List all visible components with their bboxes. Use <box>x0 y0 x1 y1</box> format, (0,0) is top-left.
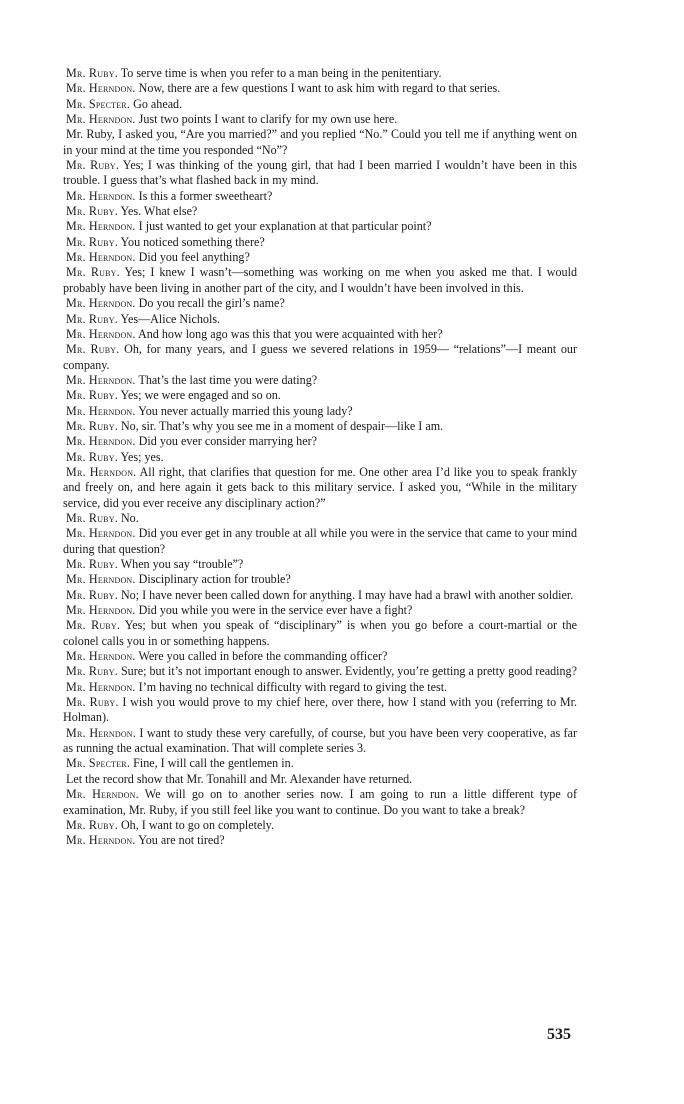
speaker-name: Mr. Ruby. <box>66 817 118 832</box>
transcript-paragraph <box>63 219 577 234</box>
speech-text: I just wanted to get your explanation at that particular point? <box>135 219 432 234</box>
speech-text: We will go on to another series now. I am going to run a little different type of examination, Mr. Ruby, if you still feel like you want to continue. Do you want to take a break? <box>63 787 577 817</box>
speech-text: Did you while you were in the service ever have a fight? <box>135 603 413 618</box>
transcript-paragraph <box>63 664 577 679</box>
speech-text: That’s the last time you were dating? <box>135 372 318 387</box>
speaker-name: Mr. Ruby. <box>66 66 118 80</box>
transcript-paragraph <box>63 235 577 250</box>
speaker-name: Mr. Ruby. <box>66 557 118 571</box>
transcript-paragraph <box>63 756 577 771</box>
speech-text: To serve time is when you refer to a man being in the penitentiary. <box>117 66 442 80</box>
transcript-paragraph <box>63 618 577 649</box>
transcript-paragraph <box>63 434 577 449</box>
speech-text: Oh, I want to go on completely. <box>117 817 274 832</box>
speaker-name: Mr. Herndon. <box>66 219 136 234</box>
speaker-name: Mr. Ruby. <box>66 695 119 710</box>
transcript-paragraph <box>63 772 577 787</box>
speaker-name: Mr. Herndon. <box>66 296 136 311</box>
speech-text: Now, there are a few questions I want to ask him with regard to that series. <box>135 81 501 96</box>
speaker-name: Mr. Herndon. <box>66 188 136 203</box>
speaker-name: Mr. Herndon. <box>66 250 136 265</box>
speech-text: And how long ago was this that you were acquainted with her? <box>135 326 443 341</box>
speech-text: Yes; but when you speak of “disciplinary” is when you go before a court-martial or the colonel calls you in or something happens. <box>63 618 578 648</box>
transcript-paragraph <box>63 465 577 511</box>
transcript-paragraph <box>63 695 577 726</box>
speech-text: Did you ever get in any trouble at all while you were in the service that came to your mind during that question? <box>63 526 577 556</box>
speech-text: Is this a former sweetheart? <box>135 188 273 203</box>
transcript-paragraph <box>63 833 577 848</box>
speech-text: You never actually married this young lady? <box>135 403 353 418</box>
speech-text: You noticed something there? <box>117 234 265 249</box>
transcript-paragraph <box>63 204 577 219</box>
speech-text: Oh, for many years, and I guess we severed relations in 1959— “relations”—I meant our company. <box>63 342 577 372</box>
speech-text: No, sir. That’s why you see me in a moment of despair—like I am. <box>117 418 444 433</box>
transcript-paragraph <box>63 296 577 311</box>
page-number: 535 <box>547 1026 571 1043</box>
transcript-paragraph <box>63 818 577 833</box>
transcript-paragraph <box>63 250 577 265</box>
speaker-name: Mr. Ruby. <box>66 388 118 403</box>
transcript-paragraph <box>63 649 577 664</box>
transcript-paragraph <box>63 66 577 81</box>
speech-text: When you say “trouble”? <box>117 557 244 571</box>
speech-text: All right, that clarifies that question for me. One other area I’d like you to speak frankly and freely on, and here again it gets back to this military service. I asked you, “While in the military service, did you ever receive any disciplinary action?” <box>63 464 577 510</box>
speaker-name: Mr. Ruby. <box>66 158 120 173</box>
transcript-paragraph <box>63 342 577 373</box>
transcript-paragraph <box>63 158 577 189</box>
speaker-name: Mr. Ruby. <box>66 510 118 525</box>
transcript-paragraph <box>63 327 577 342</box>
speaker-name: Mr. Ruby. <box>66 664 118 679</box>
speaker-name: Mr. Ruby. <box>66 587 118 602</box>
speech-text: No. <box>117 510 139 525</box>
speech-text: Yes; I was thinking of the young girl, that had I been married I wouldn’t have been in this trouble. I guess that’s what flashed back in my mind. <box>63 158 578 188</box>
transcript-paragraph <box>63 680 577 695</box>
transcript-paragraph <box>63 419 577 434</box>
speaker-name: Mr. Ruby. <box>66 204 118 219</box>
speaker-name: Mr. Herndon. <box>66 649 136 664</box>
speech-text: Do you recall the girl’s name? <box>135 296 285 311</box>
speech-text: Sure; but it’s not important enough to answer. Evidently, you’re getting a pretty good reading? <box>117 664 577 679</box>
transcript-paragraph <box>63 511 577 526</box>
speaker-name: Mr. Herndon. <box>66 787 139 802</box>
transcript-paragraph <box>63 265 577 296</box>
speaker-name: Mr. Ruby. <box>66 234 118 249</box>
speech-text: Did you feel anything? <box>135 250 250 265</box>
speaker-name: Mr. Herndon. <box>66 326 136 341</box>
speaker-name: Mr. Ruby. <box>66 618 121 633</box>
transcript-paragraph <box>63 97 577 112</box>
speech-text: I wish you would prove to my chief here, over there, how I stand with you (referring to Mr. Holman). <box>63 695 577 725</box>
transcript-paragraph <box>63 373 577 388</box>
speaker-name: Mr. Ruby. <box>66 342 120 357</box>
speaker-name: Mr. Herndon. <box>66 434 136 449</box>
speech-text: Yes; I knew I wasn’t—something was working on me when you asked me that. I would probably have been living in another part of the city, and I wouldn’t have been involved in this. <box>63 265 577 295</box>
speech-text: I want to study these very carefully, of course, but you have been very cooperative, as far as running the actual examination. That will complete series 3. <box>63 725 577 756</box>
speaker-name: Mr. Ruby. <box>66 418 118 433</box>
speaker-name: Mr. Herndon. <box>66 603 136 618</box>
transcript-paragraph <box>63 112 577 127</box>
transcript-paragraph <box>63 189 577 204</box>
transcript-paragraph <box>63 81 577 96</box>
speech-text: Go ahead. <box>130 96 183 111</box>
speech-text: Yes. What else? <box>117 204 198 219</box>
speech-text: You are not tired? <box>135 833 225 848</box>
speech-text: No; I have never been called down for anything. I may have had a brawl with another soldier. <box>117 587 574 602</box>
speech-text: Mr. Ruby, I asked you, “Are you married?” and you replied “No.” Could you tell me if anything went on in your mind at the time you responded “No”? <box>63 127 577 157</box>
transcript-paragraph <box>63 526 577 557</box>
speaker-name: Mr. Herndon. <box>66 372 136 387</box>
speech-text: Yes; yes. <box>117 449 164 464</box>
speech-text: Let the record show that Mr. Tonahill and Mr. Alexander have returned. <box>66 771 413 786</box>
speaker-name: Mr. Specter. <box>66 756 131 771</box>
speech-text: Disciplinary action for trouble? <box>135 572 291 587</box>
speaker-name: Mr. Herndon. <box>66 464 137 479</box>
speech-text: Fine, I will call the gentlemen in. <box>130 756 294 771</box>
transcript-paragraph <box>63 404 577 419</box>
speaker-name: Mr. Herndon. <box>66 526 136 541</box>
transcript-paragraph <box>63 557 577 572</box>
speech-text: Did you ever consider marrying her? <box>135 434 317 449</box>
speaker-name: Mr. Herndon. <box>66 572 136 587</box>
speaker-name: Mr. Specter. <box>66 96 131 111</box>
speaker-name: Mr. Herndon. <box>66 403 136 418</box>
transcript-paragraph <box>63 312 577 327</box>
speaker-name: Mr. Ruby. <box>66 311 118 326</box>
speech-text: Just two points I want to clarify for my own use here. <box>135 112 398 127</box>
transcript-paragraph <box>63 127 577 158</box>
transcript-paragraph <box>63 787 577 818</box>
transcript-paragraph <box>63 588 577 603</box>
transcript-paragraph <box>63 726 577 757</box>
speaker-name: Mr. Herndon. <box>66 725 137 740</box>
transcript-paragraph <box>63 450 577 465</box>
speech-text: Yes—Alice Nichols. <box>117 311 221 326</box>
transcript-paragraph <box>63 603 577 618</box>
speaker-name: Mr. Herndon. <box>66 679 136 694</box>
speaker-name: Mr. Ruby. <box>66 265 120 280</box>
speaker-name: Mr. Herndon. <box>66 833 136 848</box>
transcript-paragraph <box>63 388 577 403</box>
transcript-paragraph <box>63 572 577 587</box>
speaker-name: Mr. Ruby. <box>66 449 118 464</box>
speech-text: Were you called in before the commanding officer? <box>135 649 388 664</box>
speech-text: Yes; we were engaged and so on. <box>117 388 281 403</box>
speaker-name: Mr. Herndon. <box>66 112 136 127</box>
speech-text: I’m having no technical difficulty with regard to giving the test. <box>135 679 448 694</box>
speaker-name: Mr. Herndon. <box>66 81 136 96</box>
transcript-body <box>63 66 577 849</box>
